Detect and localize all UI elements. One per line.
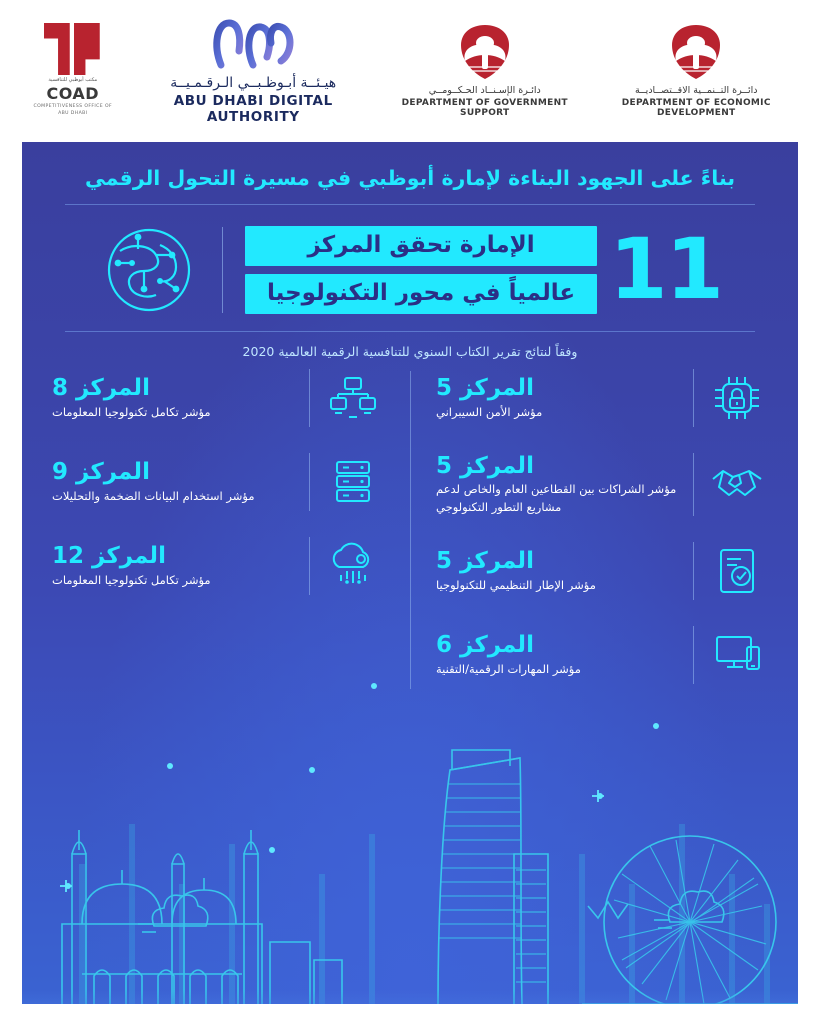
logo-coad (29, 23, 117, 117)
source-note: وفقاً لنتائج تقرير الكتاب السنوي للتنافسية الرقمية العالمية 2020 (242, 344, 578, 359)
infographic-poster (22, 142, 798, 1004)
indicator-item (52, 453, 384, 511)
ded-arabic-name: دائــرة التــنمــية الاقــتصــاديــة (635, 84, 758, 96)
hero-rank-block (22, 205, 798, 321)
indicator-label: مؤشر المهارات الرقمية/التقنية (436, 661, 581, 676)
coad-english-name: COMPETITIVENESS OFFICE OF ABU DHABI (33, 104, 113, 116)
adda-mark-icon (207, 15, 299, 71)
indicator-separator (309, 537, 310, 595)
devices-screen-icon (706, 626, 768, 684)
indicator-text (436, 548, 681, 594)
logo-department-of-government-support (390, 23, 580, 118)
indicator-label: مؤشر استخدام البيانات الضخمة والتحليلات (52, 488, 255, 503)
bottom-fade (22, 990, 798, 1004)
header-logo-strip (0, 0, 820, 140)
dgs-arabic-name: دائـرة الإسـنــاد الحـكــومــي (428, 84, 541, 96)
uae-falcon-emblem-icon-2 (664, 23, 728, 81)
adda-english-name: ABU DHABI DIGITAL AUTHORITY (173, 93, 333, 125)
indicator-rank: المركز 5 (436, 548, 534, 575)
indicator-item (436, 542, 768, 600)
coad-acronym: COAD (46, 84, 100, 104)
indicator-separator (693, 626, 694, 684)
indicator-separator (693, 369, 694, 427)
indicator-text (52, 543, 297, 589)
indicator-rank: المركز 9 (52, 459, 150, 486)
indicators-grid (22, 363, 798, 710)
digital-globe-icon (98, 219, 200, 321)
indicator-item (436, 453, 768, 516)
indicator-label: مؤشر الإطار التنظيمي للتكنولوجيا (436, 577, 596, 592)
adda-arabic-name: هيـئــة أبـوظـبــي الـرقـمـيــة (170, 75, 337, 91)
cyber-security-lock-icon (706, 369, 768, 427)
indicator-text (436, 632, 681, 678)
indicator-rank: المركز 12 (52, 543, 166, 570)
indicator-label: مؤشر الأمن السيبراني (436, 404, 543, 419)
indicator-rank: المركز 8 (52, 375, 150, 402)
document-check-icon (706, 542, 768, 600)
indicator-rank: المركز 5 (436, 453, 534, 479)
coad-mark-icon (36, 23, 110, 75)
columns-divider (410, 371, 411, 689)
ded-english-name: DEPARTMENT OF ECONOMIC DEVELOPMENT (621, 97, 771, 118)
hero-text-bars (245, 226, 597, 314)
hero-rank-number: 11 (609, 220, 722, 319)
indicator-item (436, 369, 768, 427)
logo-abu-dhabi-digital-authority (138, 15, 368, 125)
logo-department-of-economic-development (601, 23, 791, 118)
indicator-item (436, 626, 768, 684)
indicator-label: مؤشر تكامل تكنولوجيا المعلومات (52, 404, 211, 419)
network-devices-icon (322, 369, 384, 427)
hero-bar-line1: الإمارة تحقق المركز (245, 226, 597, 266)
handshake-icon (706, 455, 768, 513)
dgs-english-name: DEPARTMENT OF GOVERNMENT SUPPORT (401, 97, 568, 118)
abu-dhabi-skyline-illustration (22, 674, 798, 1004)
indicator-text (436, 453, 681, 516)
indicator-text (52, 375, 297, 421)
indicator-label: مؤشر الشراكات بين القطاعين العام والخاص لدعم مشاريع التطور التكنولوجي (436, 482, 677, 514)
indicator-label: مؤشر تكامل تكنولوجيا المعلومات (52, 572, 211, 587)
indicator-separator (309, 453, 310, 511)
indicator-separator (309, 369, 310, 427)
uae-falcon-emblem-icon (453, 23, 517, 81)
indicators-column-right (410, 369, 768, 710)
cloud-computing-icon (322, 537, 384, 595)
indicator-rank: المركز 6 (436, 632, 534, 659)
indicator-item (52, 369, 384, 427)
indicator-item (52, 537, 384, 595)
server-stack-icon (322, 453, 384, 511)
coad-arabic-name: مكتب أبوظبي للتنافسية (48, 76, 98, 83)
indicators-column-left (52, 369, 410, 710)
hero-bar-line2: عالمياً في محور التكنولوجيا (245, 274, 597, 314)
hero-divider (222, 227, 223, 313)
indicator-separator (693, 453, 694, 516)
indicator-separator (693, 542, 694, 600)
indicator-rank: المركز 5 (436, 375, 534, 402)
indicator-text (52, 459, 297, 505)
indicator-text (436, 375, 681, 421)
poster-headline: بناءً على الجهود البناءة لإمارة أبوظبي في مسيرة التحول الرقمي (84, 166, 736, 190)
